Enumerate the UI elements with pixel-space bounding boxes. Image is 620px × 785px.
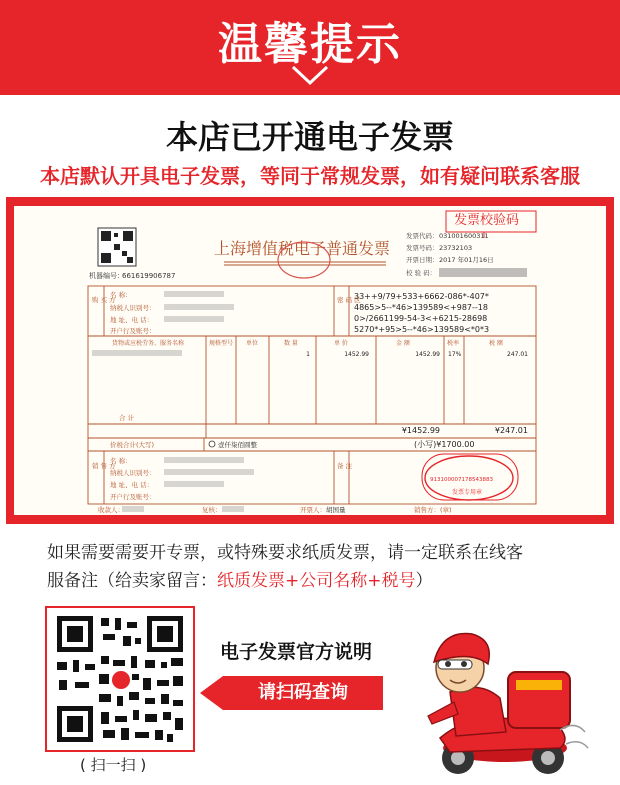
scan-query-button[interactable]: 请扫码查询 [223,676,383,710]
item-price: 1452.99 [344,351,369,358]
note-line-2 [47,566,433,591]
note-suffix: ） [415,571,433,591]
col-header: 数 量 [284,340,298,347]
payee-label: 收款人： [98,506,124,514]
stamp-number: 913100007178543883 [430,477,493,483]
col-header: 税 额 [489,340,503,347]
date-label: 开票日期： [406,256,439,264]
col-header: 单 价 [334,340,348,347]
grand-label: 价税合计(大写) [110,441,155,449]
invoice-no-label: 发票号码： [406,244,439,252]
invoice-qr-icon [98,228,136,266]
verify-blur [439,268,527,277]
col-header: 单位 [246,340,259,347]
invoice-sample [14,206,606,515]
invoice-title: 上海增值税电子普通发票 [214,239,391,258]
header-title: 温馨提示 [218,19,402,70]
delivery-courier-icon [410,620,590,780]
item-tax: 247.01 [507,351,528,358]
seller-row: 地 址、电 话： [110,481,154,489]
scan-arrow-icon [200,676,223,710]
subline: 本店默认开具电子发票，等同于常规发票，如有疑问联系客服 [40,164,580,188]
chevron-down-icon [290,64,330,86]
invoice-no: 23732103 [439,244,473,252]
item-rate: 17% [448,351,462,358]
note-line-1: 如果需要需要开专票，或特殊要求纸质发票，请一定联系在线客 [47,543,523,563]
machine-no-label: 机器编号： [89,272,124,280]
verify-label: 校 验 码： [406,269,437,277]
seller-row: 开户行及账号： [110,493,156,501]
total-tax: ¥247.01 [494,426,528,435]
col-header: 货物或应税劳务、服务名称 [112,340,185,347]
seller-row: 名 称： [110,457,132,465]
remark-side-label: 备 注 [337,462,353,470]
reviewer-label: 复核： [202,506,222,514]
col-header: 金 额 [396,340,410,347]
buyer-row: 纳税人识别号： [110,304,156,312]
invoice-code-label: 发票代码： [406,232,439,240]
total-label: 合 计 [119,414,135,422]
seller-row: 纳税人识别号： [110,469,156,477]
buyer-row: 地 址、电 话： [110,316,154,324]
col-header: 税率 [447,340,460,347]
col-header: 规格型号 [209,340,234,347]
buyer-row: 开户行及账号： [110,327,156,335]
password-line: 4865>5--*46>139589<+987--18 [354,303,488,312]
official-title: 电子发票官方说明 [220,641,373,663]
grand-words: 壹仟柒佰圆整 [218,441,257,449]
item-qty: 1 [306,351,310,358]
item-amount: 1452.99 [415,351,440,358]
invoice-date: 2017 年01月16日 [439,256,494,264]
buyer-side-label: 购 买 方 [92,296,116,304]
note-highlight: 纸质发票+公司名称+税号 [217,571,416,591]
qr-code-frame[interactable] [45,606,195,752]
password-line: 5270*+95>5--*46>139589<*0*3 [354,325,490,334]
drawer-name: 胡国量 [326,506,346,514]
password-side-label: 密 码 区 [337,296,361,304]
drawer-label: 开票人： [300,506,326,514]
total-amount: ¥1452.99 [401,426,440,435]
invoice-code: 031001600311 [439,232,489,240]
seller-seal-label: 销售方：(章) [414,506,452,514]
machine-no: 661619906787 [122,272,176,280]
check-code-label: 发票校验码 [454,213,520,228]
password-line: 33++9/79+533+6662-086*-407* [354,292,489,301]
qr-code-icon[interactable] [47,608,193,750]
qr-caption: ( 扫一扫 ) [80,756,147,774]
note-prefix: 服备注（给卖家留言： [47,571,217,591]
password-line: 0>/2661199-54-3<+6215-28698 [354,314,488,323]
stamp-label: 发票专用章 [452,489,483,496]
buyer-row: 名 称： [110,291,132,299]
grand-small: (小写)¥1700.00 [414,440,475,449]
headline: 本店已开通电子发票 [165,118,454,156]
seller-side-label: 销 售 方 [92,462,116,470]
